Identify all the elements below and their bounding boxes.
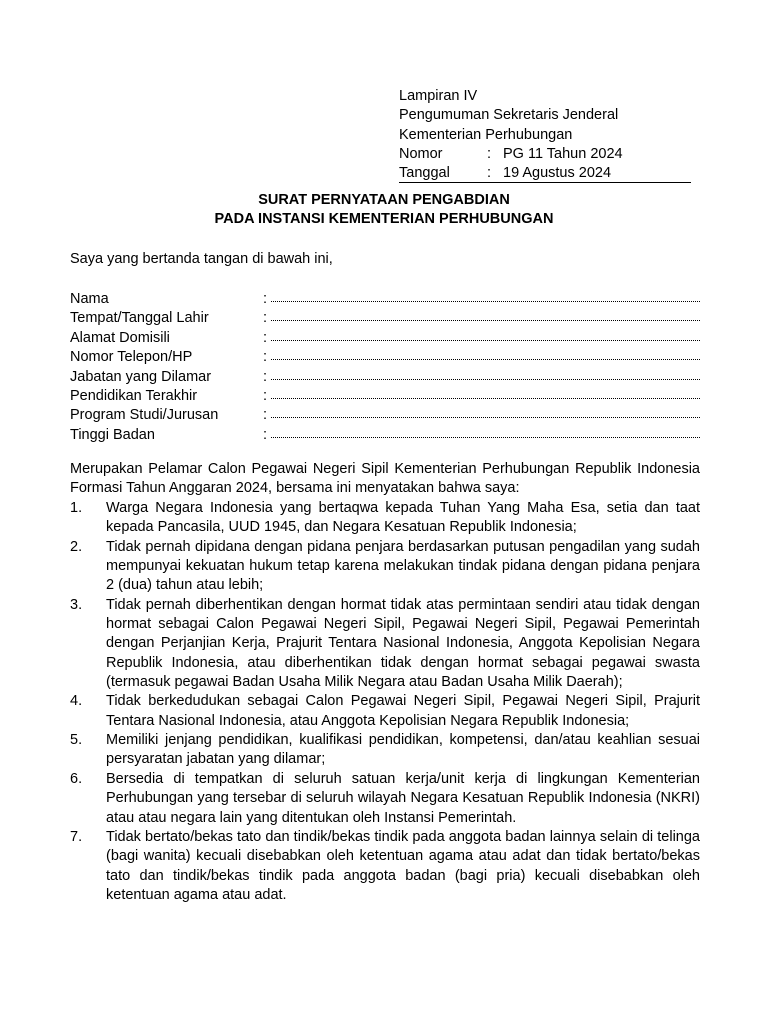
field-fill-line[interactable] xyxy=(271,423,700,438)
list-item xyxy=(70,538,700,596)
field-label: Tinggi Badan xyxy=(70,426,155,443)
lampiran-nomor-row xyxy=(399,145,691,164)
list-item-text: Bersedia di tempatkan di seluruh satuan kerja/unit kerja di lingkungan Kementerian Perhubungan yang tersebar di seluruh wilayah Negara Kesatuan Republik Indonesia (NKRI) atau atau negara lain yang ditentukan oleh Instansi Pemerintah. xyxy=(106,770,700,826)
lampiran-number: Lampiran IV xyxy=(399,88,478,104)
field-colon: : xyxy=(263,349,268,366)
list-item-number: 3. xyxy=(70,596,83,613)
list-item xyxy=(70,770,700,828)
lampiran-ministry: Kementerian Perhubungan xyxy=(399,126,573,143)
identity-fields xyxy=(70,288,700,443)
field-label: Alamat Domisili xyxy=(70,329,170,346)
list-item-text: Warga Negara Indonesia yang bertaqwa kepada Tuhan Yang Maha Esa, setia dan taat kepada Pancasila, UUD 1945, dan Negara Kesatuan Republik Indonesia; xyxy=(106,500,700,536)
lampiran-header xyxy=(399,87,691,183)
field-fill-line[interactable] xyxy=(271,365,700,380)
field-colon: : xyxy=(263,310,268,327)
list-item-number: 4. xyxy=(70,693,83,710)
list-item xyxy=(70,499,700,538)
field-label: Jabatan yang Dilamar xyxy=(70,368,212,385)
list-item-text: Tidak pernah diberhentikan dengan hormat tidak atas permintaan sendiri atau tidak dengan hormat sebagai Calon Pegawai Negeri Sipil, Pegawai Negeri Sipil, Pegawai Pemerintah dengan Perjanjian Kerja, Prajurit Tentara Nasional Indonesia, Anggota Kepolisian Negara Republik Indonesia, atau diberhentikan tidak dengan hormat sebagai pegawai swasta (termasuk pegawai Badan Usaha Milik Negara atau Badan Usaha Milik Daerah); xyxy=(106,596,700,691)
intro-text: Saya yang bertanda tangan di bawah ini, xyxy=(70,251,333,267)
list-item xyxy=(70,731,700,770)
field-colon: : xyxy=(263,368,268,385)
field-fill-line[interactable] xyxy=(271,345,700,360)
field-colon: : xyxy=(263,291,268,307)
statement-list xyxy=(70,499,700,905)
tanggal-label: Tanggal xyxy=(399,165,450,182)
nomor-colon: : xyxy=(487,145,492,162)
list-item-number: 6. xyxy=(70,770,83,787)
field-colon: : xyxy=(263,329,268,346)
list-item xyxy=(70,828,700,905)
field-label: Nomor Telepon/HP xyxy=(70,349,193,366)
list-item-number: 1. xyxy=(70,500,83,516)
list-item-text: Memiliki jenjang pendidikan, kualifikasi pendidikan, kompetensi, dan/atau keahlian sesuai persyaratan jabatan yang dilamar; xyxy=(106,732,700,768)
tanggal-colon: : xyxy=(487,165,492,182)
field-colon: : xyxy=(263,387,268,404)
list-item-text: Tidak pernah dipidana dengan pidana penjara berdasarkan putusan pengadilan yang sudah mempunyai kekuatan hukum tetap karena melakukan tindak pidana dengan pidana penjara 2 (dua) tahun atau lebih; xyxy=(106,538,700,594)
field-fill-line[interactable] xyxy=(271,287,700,302)
lampiran-issuer: Pengumuman Sekretaris Jenderal xyxy=(399,107,619,124)
nomor-label: Nomor xyxy=(399,145,443,162)
list-item-text: Tidak bertato/bekas tato dan tindik/bekas tindik pada anggota badan lainnya selain di telinga (bagi wanita) kecuali disebabkan oleh ketentuan agama atau adat dan tidak bertato/bekas tato dan tindik/bekas tindik pada anggota badan (bagi pria) kecuali disebabkan oleh ketentuan agama atau adat. xyxy=(106,828,700,903)
field-colon: : xyxy=(263,407,268,424)
statement-paragraph: Merupakan Pelamar Calon Pegawai Negeri Sipil Kementerian Perhubungan Republik Indonesia Formasi Tahun Anggaran 2024, bersama ini menyatakan bahwa saya: xyxy=(70,461,700,497)
list-item-number: 5. xyxy=(70,732,83,749)
field-jabatan-dilamar xyxy=(70,366,700,385)
field-label: Nama xyxy=(70,291,109,307)
list-item-number: 2. xyxy=(70,538,83,555)
tanggal-value: 19 Agustus 2024 xyxy=(503,165,612,182)
field-fill-line[interactable] xyxy=(271,326,700,341)
document-title-line2: PADA INSTANSI KEMENTERIAN PERHUBUNGAN xyxy=(214,211,554,227)
field-nama xyxy=(70,288,700,307)
field-colon: : xyxy=(263,426,268,443)
field-pendidikan-terakhir xyxy=(70,385,700,404)
field-program-studi xyxy=(70,404,700,423)
field-label: Pendidikan Terakhir xyxy=(70,387,198,404)
field-label: Program Studi/Jurusan xyxy=(70,407,219,424)
list-item-number: 7. xyxy=(70,828,83,845)
document-title-line1: SURAT PERNYATAAN PENGABDIAN xyxy=(258,192,510,208)
field-nomor-telepon xyxy=(70,346,700,365)
list-item xyxy=(70,692,700,731)
field-fill-line[interactable] xyxy=(271,403,700,418)
field-tempat-tanggal-lahir xyxy=(70,307,700,326)
field-fill-line[interactable] xyxy=(271,384,700,399)
field-fill-line[interactable] xyxy=(271,306,700,321)
field-tinggi-badan xyxy=(70,424,700,443)
field-alamat-domisili xyxy=(70,327,700,346)
nomor-value: PG 11 Tahun 2024 xyxy=(503,145,623,162)
list-item-text: Tidak berkedudukan sebagai Calon Pegawai Negeri Sipil, Pegawai Negeri Sipil, Prajurit Tentara Nasional Indonesia, atau Anggota Kepolisian Negara Republik Indonesia; xyxy=(106,693,700,729)
field-label: Tempat/Tanggal Lahir xyxy=(70,310,209,327)
list-item xyxy=(70,596,700,693)
lampiran-tanggal-row xyxy=(399,164,691,183)
